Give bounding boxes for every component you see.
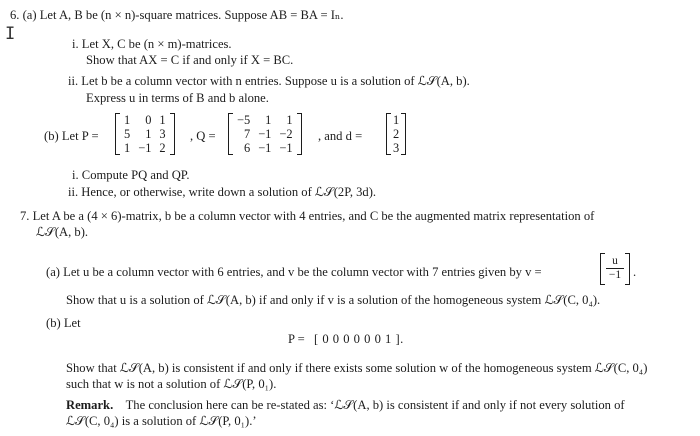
vector-v-bottom: −1 (608, 269, 622, 281)
matrix-Q-row: 6 −1 −1 (243, 141, 293, 155)
matrix-P-row: 5 1 3 (124, 127, 166, 141)
remark-line1: The conclusion here can be re-stated as: ‘ℒ𝒮(A, b) is consistent if and only if not every solution of (125, 398, 625, 412)
q6a-ii-line2: Express u in terms of B and b alone. (86, 91, 269, 105)
q6b-label: (b) Let P = (44, 129, 99, 143)
q6a-heading: 6. (a) Let A, B be (n × n)-square matrices. Suppose AB = BA = Iₙ. (10, 8, 344, 22)
vector-d: 1 2 3 (386, 113, 406, 155)
q7a-period: . (633, 265, 637, 279)
remark-line2: ℒ𝒮(C, 0₄) is a solution of ℒ𝒮(P, 0₁).’ (66, 414, 257, 428)
matrix-Q (228, 113, 302, 155)
matrix-P (115, 113, 175, 155)
matrix-Q-row: 7 −1 −2 (243, 127, 293, 141)
q6b-i: i. Compute PQ and QP. (72, 168, 190, 182)
q7a-line1: (a) Let u be a column vector with 6 entries, and v be the column vector with 7 entries given by v = (46, 265, 542, 279)
vector-v (600, 253, 630, 285)
vector-v-top: u (612, 255, 618, 267)
text-cursor-icon: I (5, 24, 16, 44)
q7-remark (66, 397, 625, 413)
q7-heading-line1: 7. Let A be a (4 × 6)-matrix, b be a column vector with 4 entries, and C be the augmented matrix representation of (20, 209, 595, 223)
q7-heading-line2: ℒ𝒮(A, b). (36, 225, 89, 239)
matrix-P-row: 1 0 1 (124, 113, 166, 127)
q7b-label: (b) Let (46, 316, 81, 330)
q6a-i-line1: i. Let X, C be (n × m)-matrices. (72, 37, 232, 51)
q7b-line2: Show that ℒ𝒮(A, b) is consistent if and only if there exists some solution w of the homogeneous system ℒ𝒮(C, 0₄) (66, 361, 648, 375)
q6b-ii: ii. Hence, or otherwise, write down a solution of ℒ𝒮(2P, 3d). (68, 185, 377, 199)
q7b-P-row: [ 0 0 0 0 0 0 1 ]. (314, 332, 404, 346)
q6a-i-line2: Show that AX = C if and only if X = BC. (86, 53, 294, 67)
remark-label: Remark. (66, 398, 114, 412)
q6b-d-label: , and d = (318, 129, 363, 143)
q6b-Q-label: , Q = (190, 129, 216, 143)
q6a-ii-line1: ii. Let b be a column vector with n entries. Suppose u is a solution of ℒ𝒮(A, b). (68, 74, 470, 88)
q7a-line2: Show that u is a solution of ℒ𝒮(A, b) if and only if v is a solution of the homogeneous system ℒ𝒮(C, 0₄). (66, 293, 601, 307)
matrix-Q-row: −5 1 1 (237, 113, 293, 127)
matrix-P-row: 1 −1 2 (124, 141, 166, 155)
q7b-P-prefix: P = (288, 332, 305, 346)
q7b-line3: such that w is not a solution of ℒ𝒮(P, 0₁). (66, 377, 277, 391)
